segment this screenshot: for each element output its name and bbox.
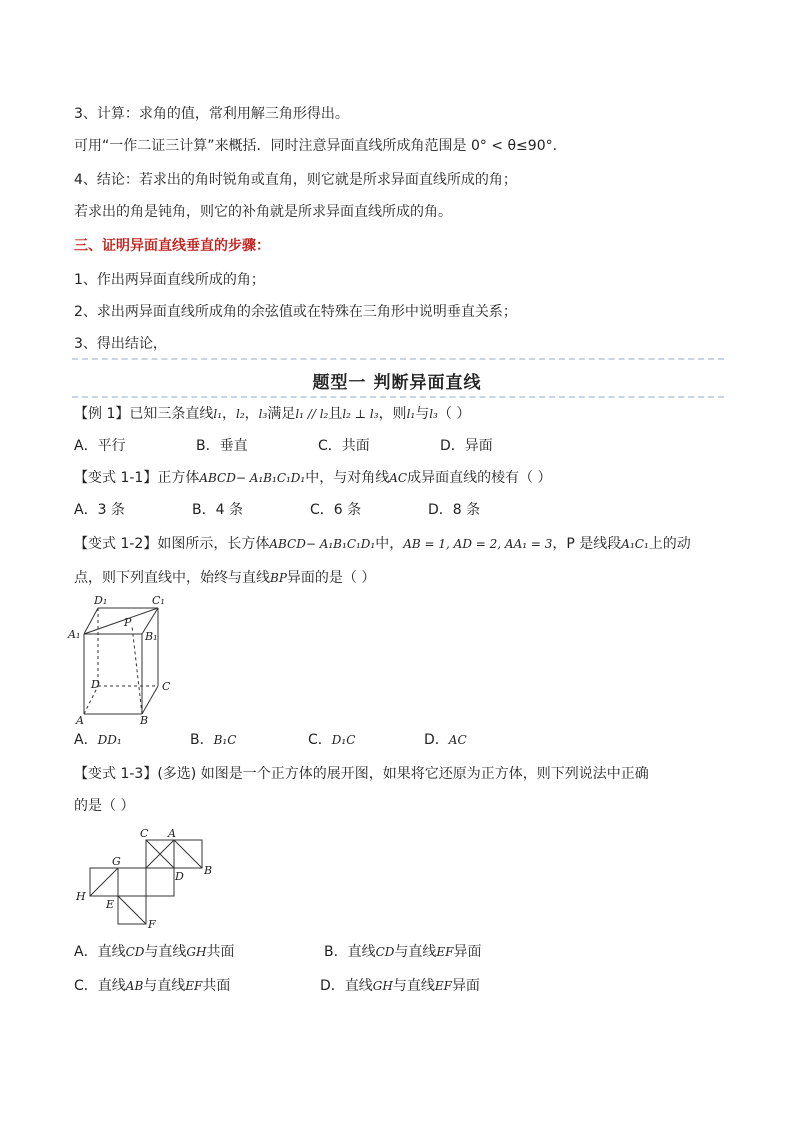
variant-1-1-question — [74, 468, 552, 488]
label-c1: C₁ — [152, 594, 165, 607]
ex1-option-d: D．异面 — [440, 438, 493, 454]
v13-option-c-m2: EF — [185, 979, 203, 993]
v13-option-b — [324, 942, 482, 962]
text-summary: 可用“一作二证三计算”来概括．同时注意异面直线所成角范围是 0° < θ≤90°. — [74, 138, 558, 154]
ex1-sep1: ， — [222, 406, 237, 422]
ex1-b: l₃ — [429, 407, 438, 421]
v12-option-a-expr: DD₁ — [97, 733, 122, 747]
net-label-f: F — [148, 918, 156, 931]
ex1-option-b: B．垂直 — [196, 438, 248, 454]
v11-ac: AC — [389, 471, 408, 485]
text-step-4: 4、结论：若求出的角时锐角或直角，则它就是所求异面直线所成的角； — [74, 172, 517, 188]
v13-option-b-pre: 直线 — [347, 944, 376, 960]
variant-1-2-question-cont — [74, 568, 375, 588]
v12-prefix: 【变式 1-2】如图所示，长方体 — [74, 536, 270, 552]
variant-1-3-question-cont: 的是（ ） — [74, 798, 135, 814]
ex1-a: l₁ — [406, 407, 416, 421]
variant-1-2-question — [74, 534, 691, 554]
v13-option-a-letter: A． — [74, 944, 98, 960]
v13-option-c-letter: C． — [74, 978, 98, 994]
v12-segment: A₁C₁ — [621, 537, 649, 551]
ex1-l3: l₃ — [258, 407, 268, 421]
v13-option-c-mid: 与直线 — [143, 978, 186, 994]
label-a1: A₁ — [68, 628, 81, 641]
v13-option-c-m1: AB — [125, 979, 144, 993]
section-title: 题型一 判断异面直线 — [312, 373, 482, 393]
net-label-g: G — [112, 855, 121, 868]
ex1-paren: （ ） — [437, 406, 471, 422]
v13-option-a — [74, 942, 234, 962]
variant-1-3-question: 【变式 1-3】(多选) 如图是一个正方体的展开图，如果将它还原为正方体，则下列说法中正确 — [74, 766, 649, 782]
cube-net-figure — [70, 822, 220, 932]
v13-option-d-m1: GH — [372, 979, 393, 993]
v12-suffix: 上的动 — [648, 536, 691, 552]
v12-option-d-letter: D． — [424, 732, 449, 748]
v11-option-d: D．8 条 — [428, 502, 481, 518]
v12-option-d-expr: AC — [448, 733, 467, 747]
v12-condition: AB = 1, AD = 2, AA₁ = 3 — [403, 537, 553, 551]
v12-line2b: 异面的是（ ） — [286, 570, 376, 586]
net-label-a: A — [168, 827, 176, 840]
v12-line2a: 点，则下列直线中，始终与直线 — [74, 570, 270, 586]
v13-option-b-letter: B． — [324, 944, 348, 960]
net-label-b: B — [204, 864, 213, 877]
v13-option-d-letter: D． — [320, 978, 345, 994]
label-b: B — [140, 714, 149, 726]
v12-mid: 中， — [375, 536, 404, 552]
v12-option-a — [74, 730, 122, 750]
v13-option-d-mid: 与直线 — [392, 978, 435, 994]
ex1-option-c: C．共面 — [318, 438, 370, 454]
ex1-option-a: A．平行 — [74, 438, 126, 454]
v13-option-a-m2: GH — [186, 945, 207, 959]
v13-option-d-post: 异面 — [451, 978, 480, 994]
v11-option-b: B．4 条 — [192, 502, 243, 518]
net-label-h: H — [76, 890, 86, 903]
net-label-d: D — [175, 870, 184, 883]
v12-option-d — [424, 730, 467, 750]
ex1-relation-parallel: l₁ // l₂ — [295, 407, 329, 421]
v12-box: ABCD− A₁B₁C₁D₁ — [269, 537, 376, 551]
v12-option-b — [190, 730, 236, 750]
v12-bp: BP — [270, 571, 287, 585]
heading-section-3: 三、证明异面直线垂直的步骤： — [74, 238, 270, 254]
net-label-e: E — [106, 898, 115, 911]
label-c: C — [162, 680, 171, 693]
v13-option-a-pre: 直线 — [97, 944, 126, 960]
v12-option-c — [308, 730, 355, 750]
ex1-l1: l₁ — [213, 407, 223, 421]
text-proof-step-2: 2、求出两异面直线所成角的余弦值或在特殊在三角形中说明垂直关系； — [74, 304, 517, 320]
v11-cube: ABCD− A₁B₁C₁D₁ — [199, 471, 306, 485]
label-b1: B₁ — [145, 630, 158, 643]
v12-option-c-expr: D₁C — [331, 733, 356, 747]
cuboid-figure — [66, 590, 186, 726]
v13-option-b-m2: EF — [436, 945, 454, 959]
v12-point-p: ，P 是线段 — [552, 536, 622, 552]
example-1-question — [74, 404, 470, 424]
v12-option-b-letter: B． — [190, 732, 214, 748]
label-d: D — [91, 678, 100, 691]
ex1-with: 与 — [415, 406, 430, 422]
ex1-mid: 满足 — [267, 406, 296, 422]
v11-mid: 中，与对角线 — [305, 470, 390, 486]
v11-prefix: 【变式 1-1】正方体 — [74, 470, 200, 486]
ex1-sep2: ， — [244, 406, 259, 422]
label-a: A — [76, 714, 84, 726]
v11-option-a: A．3 条 — [74, 502, 125, 518]
v13-option-d-pre: 直线 — [344, 978, 373, 994]
v11-suffix: 成异面直线的棱有（ ） — [407, 470, 552, 486]
v13-option-a-post: 共面 — [206, 944, 235, 960]
v13-option-c-pre: 直线 — [97, 978, 126, 994]
v13-option-c-post: 共面 — [202, 978, 231, 994]
divider-bottom — [72, 396, 724, 398]
v13-option-a-mid: 与直线 — [144, 944, 187, 960]
net-label-c: C — [140, 827, 149, 840]
text-step-3: 3、计算：求角的值，常利用解三角形得出。 — [74, 106, 349, 122]
ex1-l2: l₂ — [236, 407, 245, 421]
label-d1: D₁ — [94, 594, 108, 607]
label-p: P — [124, 616, 132, 629]
text-proof-step-1: 1、作出两异面直线所成的角； — [74, 272, 265, 288]
v13-option-c — [74, 976, 230, 996]
v12-option-b-expr: B₁C — [213, 733, 237, 747]
text-proof-step-3: 3、得出结论， — [74, 336, 167, 352]
v13-option-d — [320, 976, 480, 996]
ex1-relation-perp: l₂ ⊥ l₃ — [342, 407, 379, 421]
v12-option-a-letter: A． — [74, 732, 98, 748]
v13-option-b-mid: 与直线 — [394, 944, 437, 960]
v13-option-b-m1: CD — [375, 945, 395, 959]
text-step-4-cont: 若求出的角是钝角，则它的补角就是所求异面直线所成的角。 — [74, 204, 452, 220]
v13-option-d-m2: EF — [434, 979, 452, 993]
divider-top — [72, 358, 724, 360]
v13-option-a-m1: CD — [125, 945, 145, 959]
v12-option-c-letter: C． — [308, 732, 332, 748]
ex1-then: ，则 — [378, 406, 407, 422]
ex1-prefix: 【例 1】已知三条直线 — [74, 406, 214, 422]
v11-option-c: C．6 条 — [310, 502, 362, 518]
ex1-and: 且 — [328, 406, 343, 422]
v13-option-b-post: 异面 — [453, 944, 482, 960]
